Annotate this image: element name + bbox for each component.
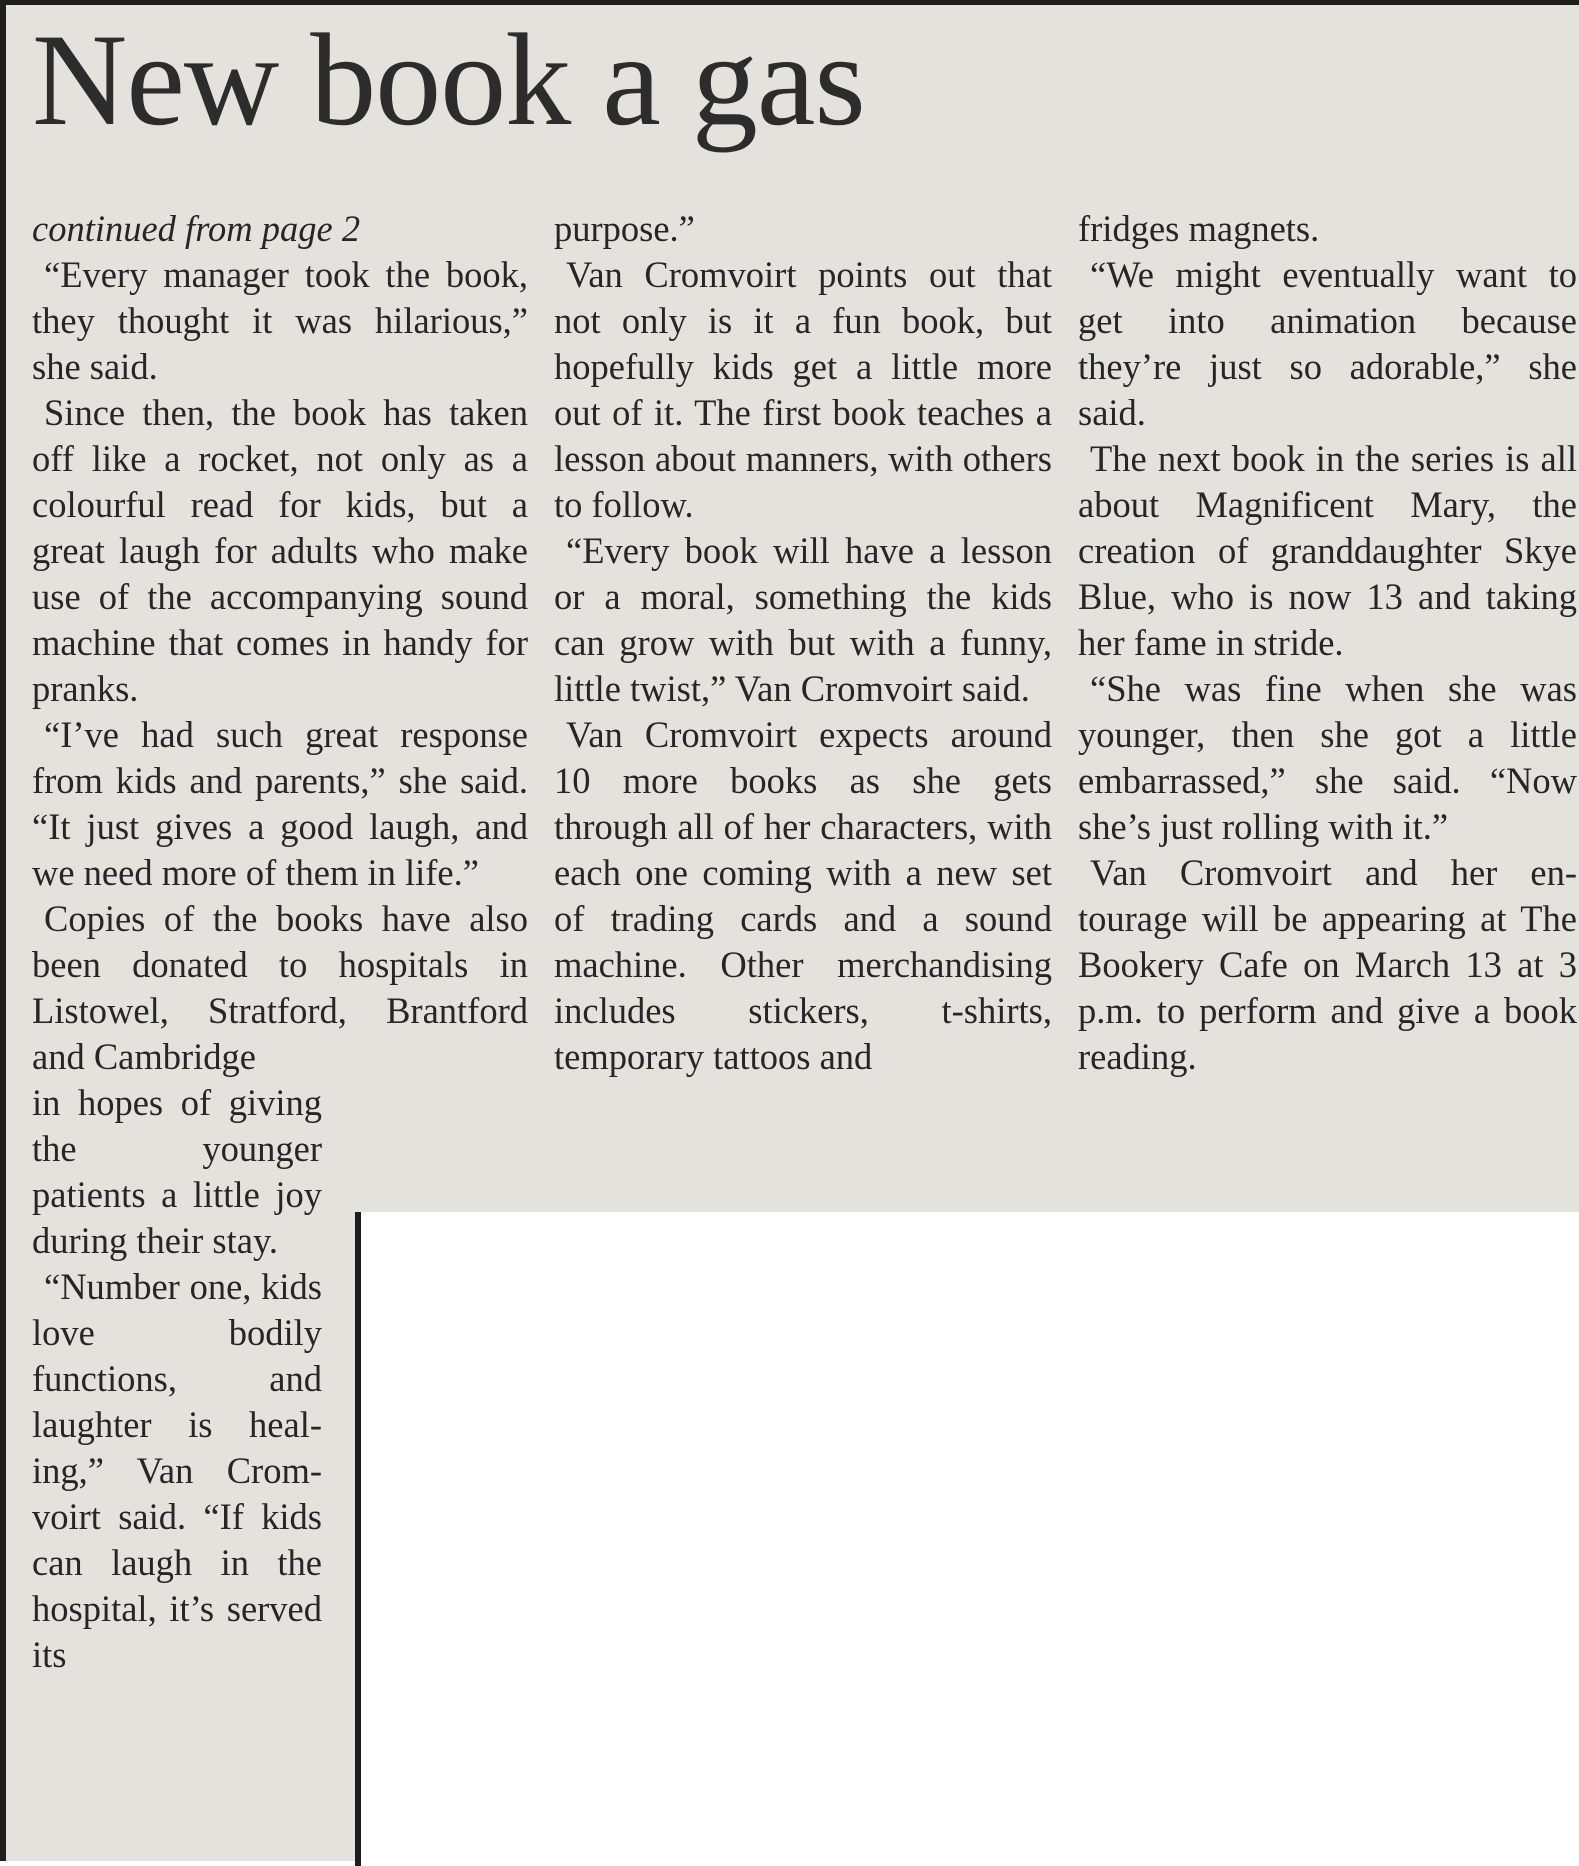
paragraph: “Every manager took the book, they thought it was hilarious,” she said. — [32, 254, 528, 387]
paragraph: The next book in the series is all about Magnificent Mary, the creation of granddaughter Skye Blue, who is now 13 and taking her fame in stride. — [1078, 438, 1577, 663]
paragraph: “She was fine when she was younger, then she got a little embarrassed,” she said. “Now she’s just rolling with it.” — [1078, 668, 1577, 847]
paragraph: “Number one, kids love bodily functions, and laughter is healing,” Van Cromvoirt said. “If kids can laugh in the hospital, it’s served its — [32, 1266, 322, 1675]
article-column-3 — [1078, 206, 1577, 1080]
continued-from-line: continued from page 2 — [32, 208, 361, 249]
article-column-2 — [554, 206, 1052, 1080]
paragraph: fridges magnets. — [1078, 208, 1320, 249]
blank-area — [355, 1212, 1579, 1866]
paragraph: in hopes of giving the younger patients a little joy during their stay. — [32, 1082, 322, 1261]
paragraph: “Every book will have a lesson or a moral, something the kids can grow with but with a funny, little twist,” Van Cromvoirt said. — [554, 530, 1052, 709]
paragraph: Van Cromvoirt and her entourage will be appearing at The Bookery Cafe on March 13 at 3 p.m. to perform and give a book reading. — [1078, 852, 1577, 1077]
headline: New book a gas — [32, 6, 865, 153]
article-column-1-narrow — [32, 1080, 322, 1678]
paragraph: purpose.” — [554, 208, 695, 249]
paragraph: Since then, the book has taken off like a rocket, not only as a colourful read for kids, but a great laugh for adults who make use of the accompanying sound machine that comes in handy for pranks. — [32, 392, 528, 709]
paragraph: “I’ve had such great response from kids and parents,” she said. “It just gives a good laugh, and we need more of them in life.” — [32, 714, 528, 893]
paragraph: Van Cromvoirt expects around 10 more books as she gets through all of her characters, with each one coming with a new set of trading cards and a sound machine. Other merchandising includes stickers, t-shirts, temporary tattoos and — [554, 714, 1052, 1077]
paragraph: Van Cromvoirt points out that not only is it a fun book, but hopefully kids get a little more out of it. The first book teaches a lesson about manners, with others to follow. — [554, 254, 1052, 525]
paragraph: Copies of the books have also been donated to hospitals in Listowel, Stratford, Brantford and Cambridge — [32, 898, 528, 1077]
paragraph: “We might eventually want to get into animation because they’re just so adorable,” she said. — [1078, 254, 1577, 433]
